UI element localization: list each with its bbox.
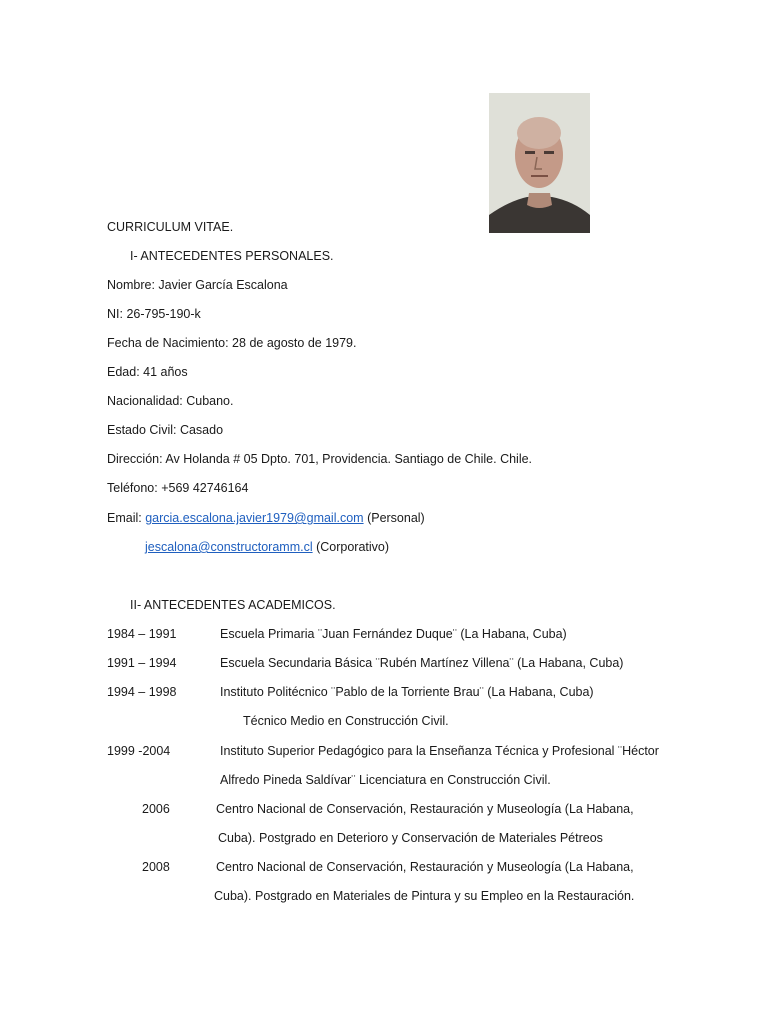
corporate-email-link[interactable]: jescalona@constructoramm.cl [145,540,313,554]
academic-years: 2008 [142,860,170,874]
personal-email-link[interactable]: garcia.escalona.javier1979@gmail.com [145,511,364,525]
personal-heading: I- ANTECEDENTES PERSONALES. [130,249,334,263]
email-row [107,510,425,526]
address-field: Dirección: Av Holanda # 05 Dpto. 701, Providencia. Santiago de Chile. Chile. [107,452,533,466]
academic-years: 1991 – 1994 [107,656,177,670]
birth-field: Fecha de Nacimiento: 28 de agosto de 1979. [107,336,357,350]
academic-heading: II- ANTECEDENTES ACADEMICOS. [130,598,336,612]
corporate-email-note: (Corporativo) [316,540,390,554]
name-field: Nombre: Javier García Escalona [107,278,288,292]
academic-entry-detail: Alfredo Pineda Saldívar¨ Licenciatura en Construcción Civil. [220,773,551,787]
phone-field: Teléfono: +569 42746164 [107,481,249,495]
academic-entry-detail: Cuba). Postgrado en Materiales de Pintura y su Empleo en la Restauración. [214,889,635,903]
academic-years: 2006 [142,802,170,816]
academic-entry: Escuela Secundaria Básica ¨Rubén Martínez Villena¨ (La Habana, Cuba) [220,656,624,670]
age-field: Edad: 41 años [107,365,188,379]
academic-entry: Centro Nacional de Conservación, Restauración y Museología (La Habana, [216,802,634,816]
academic-entry: Escuela Primaria ¨Juan Fernández Duque¨ (La Habana, Cuba) [220,627,567,641]
academic-years: 1999 -2004 [107,744,171,758]
document-title: CURRICULUM VITAE. [107,220,234,234]
personal-email-note: (Personal) [367,511,425,525]
academic-entry-detail: Técnico Medio en Construcción Civil. [243,714,449,728]
nationality-field: Nacionalidad: Cubano. [107,394,234,408]
academic-entry: Centro Nacional de Conservación, Restauración y Museología (La Habana, [216,860,634,874]
profile-photo [489,93,590,233]
academic-entry: Instituto Politécnico ¨Pablo de la Torriente Brau¨ (La Habana, Cuba) [220,685,594,699]
academic-years: 1984 – 1991 [107,627,177,641]
id-field: NI: 26-795-190-k [107,307,201,321]
academic-years: 1994 – 1998 [107,685,177,699]
civil-status-field: Estado Civil: Casado [107,423,224,437]
corporate-email-row [145,539,389,555]
email-label: Email: [107,511,142,525]
academic-entry-detail: Cuba). Postgrado en Deterioro y Conservación de Materiales Pétreos [218,831,603,845]
academic-entry: Instituto Superior Pedagógico para la Enseñanza Técnica y Profesional ¨Héctor [220,744,659,758]
